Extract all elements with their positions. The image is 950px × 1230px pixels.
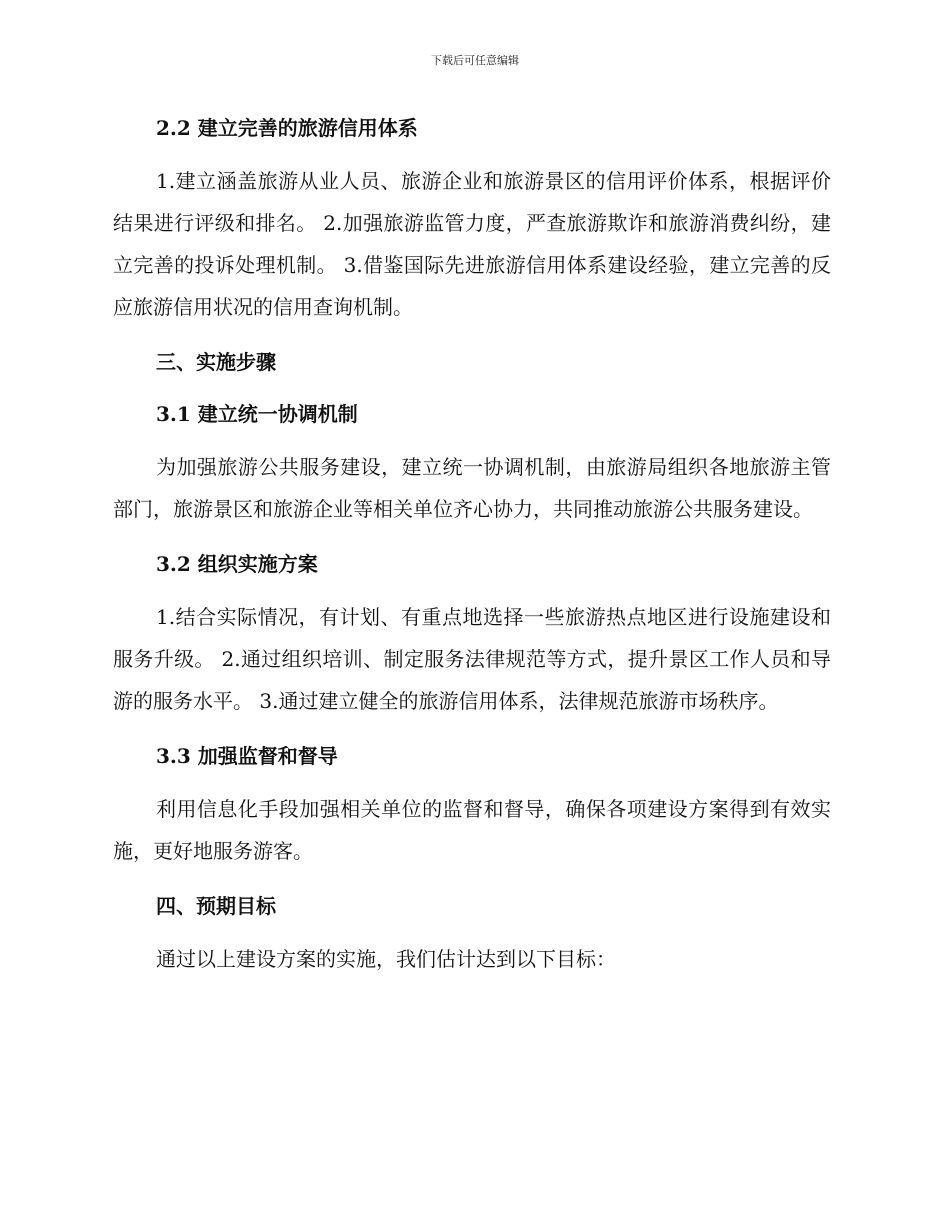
page-header: 下载后可任意编辑: [431, 54, 519, 67]
heading-3-2: 3.2 组织实施方案: [156, 552, 318, 576]
document-body: [113, 108, 831, 980]
paragraph-3-3: 利用信息化手段加强相关单位的监督和督导，确保各项建设方案得到有效实施，更好地服务游客。: [113, 797, 831, 863]
heading-section-4: 四、预期目标: [156, 894, 276, 918]
paragraph-3-1: 为加强旅游公共服务建设，建立统一协调机制，由旅游局组织各地旅游主管部门，旅游景区和旅游企业等相关单位齐心协力，共同推动旅游公共服务建设。: [113, 455, 831, 521]
paragraph-3-2: 1.结合实际情况，有计划、有重点地选择一些旅游热点地区进行设施建设和服务升级。 2.通过组织培训、制定服务法律规范等方式，提升景区工作人员和导游的服务水平。 3.通过建立健全的旅游信用体系，法律规范旅游市场秩序。: [113, 605, 831, 713]
heading-3-1: 3.1 建立统一协调机制: [156, 402, 358, 426]
heading-2-2: 2.2 建立完善的旅游信用体系: [156, 116, 418, 140]
paragraph-section-4: 通过以上建设方案的实施，我们估计达到以下目标：: [156, 947, 616, 971]
heading-section-3: 三、实施步骤: [156, 350, 276, 374]
heading-3-3: 3.3 加强监督和督导: [156, 744, 338, 768]
paragraph-2-2: 1.建立涵盖旅游从业人员、旅游企业和旅游景区的信用评价体系，根据评价结果进行评级和排名。 2.加强旅游监管力度，严查旅游欺诈和旅游消费纠纷，建立完善的投诉处理机制。 3.借鉴国际先进旅游信用体系建设经验，建立完善的反应旅游信用状况的信用查询机制。: [113, 169, 831, 319]
